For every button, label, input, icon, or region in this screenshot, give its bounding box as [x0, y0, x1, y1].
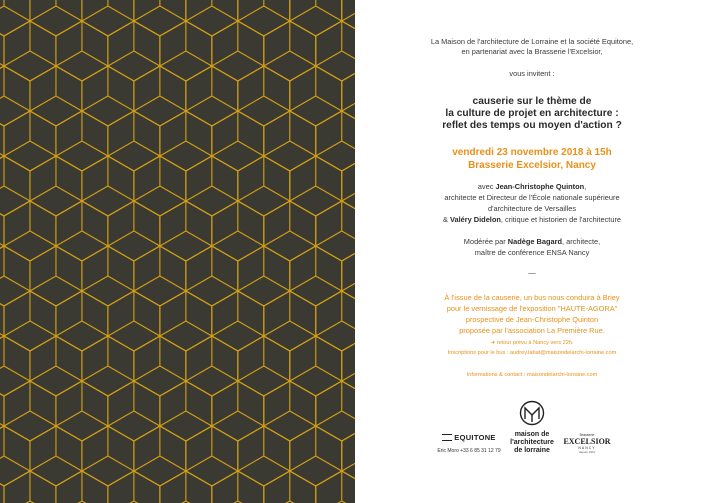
mal-logo-block — [507, 400, 557, 455]
speaker-2-role: , critique et historien de l'architecture — [500, 215, 622, 224]
cube-inner-edges — [342, 0, 355, 21]
cube-inner-edges — [82, 426, 134, 471]
cube-inner-edges — [82, 66, 134, 111]
cube-inner-edges — [264, 111, 316, 156]
cube-inner-edges — [108, 111, 160, 156]
cube-inner-edges — [186, 246, 238, 291]
cube-inner-edges — [4, 201, 56, 246]
cube-inner-edges — [134, 156, 186, 201]
cube-inner-edges — [56, 291, 108, 336]
cube-inner-edges — [4, 471, 56, 503]
cube-hexagon — [316, 291, 355, 351]
mal-name-line-2: l'architecture — [510, 439, 554, 446]
moderator-prefix: Modérée par — [463, 237, 508, 246]
excelsior-wordmark: EXCELSIOR — [563, 437, 611, 446]
speaker-1-name: Jean-Christophe Quinton — [495, 182, 585, 191]
cube-inner-edges — [30, 426, 82, 471]
separator-dash: — — [528, 268, 536, 277]
cube-inner-edges — [82, 246, 134, 291]
cube-inner-edges — [134, 246, 186, 291]
excelsior-logo-block — [561, 433, 613, 454]
intro-line-2: en partenariat avec la Brasserie l'Excelsior, — [461, 47, 603, 56]
equitone-logo — [433, 433, 505, 442]
cube-hexagon — [0, 381, 4, 441]
cube-inner-edges — [238, 336, 290, 381]
intro-line-1: La Maison de l'architecture de Lorraine et la société Equitone, — [430, 37, 634, 46]
cube-inner-edges — [264, 201, 316, 246]
cube-inner-edges — [4, 381, 56, 426]
cube-inner-edges — [0, 201, 4, 246]
cube-inner-edges — [56, 381, 108, 426]
cube-inner-edges — [0, 0, 30, 21]
cube-inner-edges — [212, 291, 264, 336]
cube-inner-edges — [212, 111, 264, 156]
cube-inner-edges — [238, 0, 290, 21]
cube-inner-edges — [4, 21, 56, 66]
cube-inner-edges — [186, 156, 238, 201]
cube-inner-edges — [108, 201, 160, 246]
cube-inner-edges — [264, 381, 316, 426]
cube-inner-edges — [290, 336, 342, 381]
cube-hexagon — [0, 21, 4, 81]
speaker-2-line — [355, 215, 709, 225]
cube-inner-edges — [186, 336, 238, 381]
cube-hexagon — [0, 291, 4, 351]
event-place: Brasserie Excelsior, Nancy — [468, 160, 596, 171]
cube-inner-edges — [238, 426, 290, 471]
moderator-name: Nadège Bagard — [507, 237, 562, 246]
excelsior-date-label: depuis 1911 — [578, 450, 596, 454]
cube-hexagon — [316, 381, 355, 441]
cube-inner-edges — [212, 201, 264, 246]
ampersand: & — [442, 215, 450, 224]
title-line-3: reflet des temps ou moyen d'action ? — [442, 120, 622, 131]
cube-inner-edges — [290, 0, 342, 21]
cube-inner-edges — [186, 66, 238, 111]
cube-inner-edges — [160, 381, 212, 426]
cube-hexagon — [0, 111, 4, 171]
cube-inner-edges — [82, 156, 134, 201]
bus-line-3: prospective de Jean-Christophe Quinton — [465, 315, 599, 324]
cube-inner-edges — [316, 381, 355, 426]
speaker-1-role-1: architecte et Directeur de l'École nationale supérieure — [444, 193, 620, 202]
bus-return: ➜ retour prévu à Nancy vers 22h. — [490, 340, 574, 346]
cube-inner-edges — [316, 291, 355, 336]
cube-inner-edges — [0, 111, 4, 156]
cube-inner-edges — [186, 0, 238, 21]
cube-inner-edges — [82, 0, 134, 21]
cube-inner-edges — [212, 21, 264, 66]
cube-inner-edges — [160, 21, 212, 66]
cube-inner-edges — [290, 426, 342, 471]
cube-inner-edges — [342, 66, 355, 111]
cube-inner-edges — [4, 111, 56, 156]
cube-inner-edges — [264, 21, 316, 66]
cube-hexagon — [316, 21, 355, 81]
invitation-text-panel — [355, 0, 709, 503]
equitone-wordmark: EQUITONE — [454, 433, 496, 442]
cube-inner-edges — [342, 246, 355, 291]
cube-inner-edges — [238, 156, 290, 201]
speaker-1-role-2: d'architecture de Versailles — [487, 204, 577, 213]
bus-inscriptions: Inscriptions pour le bus : audrey.labat@maisondelarchi-lorraine.com — [447, 350, 617, 356]
cube-inner-edges — [160, 201, 212, 246]
cube-hexagon — [316, 111, 355, 171]
cube-inner-edges — [56, 471, 108, 503]
cube-inner-edges — [56, 111, 108, 156]
cube-inner-edges — [108, 21, 160, 66]
cube-inner-edges — [160, 471, 212, 503]
cube-inner-edges — [30, 0, 82, 21]
cube-inner-edges — [0, 291, 4, 336]
avec-label: avec — [477, 182, 496, 191]
cube-inner-edges — [30, 66, 82, 111]
mal-name-line-3: de lorraine — [514, 447, 550, 454]
title-line-2: la culture de projet en architecture : — [445, 108, 619, 119]
moderator-line-2: maître de conférence ENSA Nancy — [474, 248, 590, 257]
cube-inner-edges — [82, 336, 134, 381]
cube-inner-edges — [290, 66, 342, 111]
cube-inner-edges — [316, 201, 355, 246]
cube-inner-edges — [264, 471, 316, 503]
mal-emblem-icon — [519, 400, 545, 426]
excelsior-top-label: Brasserie — [579, 433, 595, 437]
speaker-1-suffix: , — [584, 182, 587, 191]
title-line-1: causerie sur le thème de — [472, 96, 592, 107]
equitone-logo-block — [433, 433, 505, 454]
moderator-line-1 — [355, 237, 709, 247]
cube-inner-edges — [186, 426, 238, 471]
cube-inner-edges — [316, 21, 355, 66]
cube-inner-edges — [290, 156, 342, 201]
cube-inner-edges — [134, 426, 186, 471]
cube-inner-edges — [0, 21, 4, 66]
moderator-suffix: , architecte, — [561, 237, 601, 246]
speaker-1-line — [355, 182, 709, 192]
cube-hexagon — [0, 201, 4, 261]
equitone-mark-icon — [442, 434, 452, 441]
cube-inner-edges — [290, 246, 342, 291]
cube-hexagon — [316, 201, 355, 261]
cube-inner-edges — [342, 426, 355, 471]
bus-line-2: pour le vernissage de l'exposition "HAUTE-AGORA" — [446, 304, 618, 313]
cube-inner-edges — [342, 156, 355, 201]
cube-hexagon — [0, 471, 4, 503]
cube-inner-edges — [212, 471, 264, 503]
bus-line-4: proposée par l'association La Première Rue. — [459, 326, 605, 335]
speaker-2-name: Valéry Didelon — [449, 215, 501, 224]
cube-inner-edges — [30, 336, 82, 381]
cube-inner-edges — [30, 246, 82, 291]
cube-inner-edges — [4, 291, 56, 336]
intro-line-3: vous invitent : — [509, 69, 555, 78]
cube-inner-edges — [238, 66, 290, 111]
cube-hexagon — [342, 0, 355, 36]
event-date: vendredi 23 novembre 2018 à 15h — [452, 147, 612, 158]
bus-line-1: À l'issue de la causerie, un bus nous conduira à Briey — [444, 293, 620, 302]
cube-inner-edges — [316, 111, 355, 156]
cube-hexagon — [316, 471, 355, 503]
cube-inner-edges — [134, 336, 186, 381]
cube-inner-edges — [238, 246, 290, 291]
cube-inner-edges — [56, 201, 108, 246]
cube-inner-edges — [160, 111, 212, 156]
cube-inner-edges — [108, 291, 160, 336]
cube-inner-edges — [264, 291, 316, 336]
cube-inner-edges — [108, 381, 160, 426]
cube-inner-edges — [0, 381, 4, 426]
excelsior-sub-label: NANCY — [578, 446, 596, 450]
cube-inner-edges — [0, 471, 4, 503]
mal-name-line-1: maison de — [514, 431, 550, 438]
cube-inner-edges — [212, 381, 264, 426]
cube-inner-edges — [56, 21, 108, 66]
cube-inner-edges — [160, 291, 212, 336]
cube-inner-edges — [30, 156, 82, 201]
contact-line: Informations & contact : maisondelarchi-lorraine.com — [466, 372, 598, 378]
cube-inner-edges — [134, 0, 186, 21]
cube-inner-edges — [134, 66, 186, 111]
equitone-contact: Eric Moro +33 6 85 31 12 79 — [437, 448, 501, 454]
cube-inner-edges — [342, 336, 355, 381]
cube-inner-edges — [108, 471, 160, 503]
